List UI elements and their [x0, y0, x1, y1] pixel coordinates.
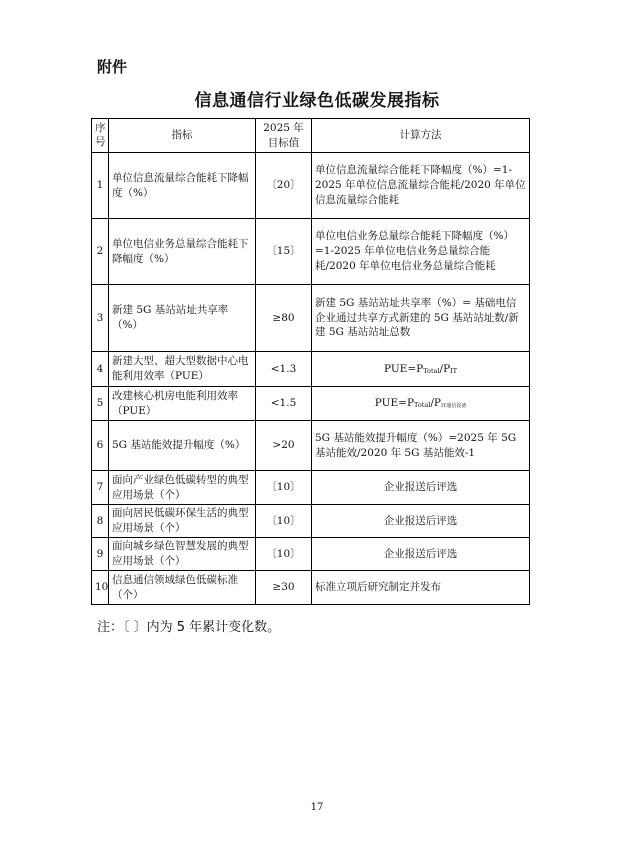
table-row [92, 352, 530, 387]
pue-base: PUE=P [383, 362, 424, 375]
row-target: 〔10〕 [256, 505, 312, 538]
row-no: 2 [92, 219, 109, 285]
pue-sub-it-equipment: IT通信设备 [440, 403, 467, 410]
attachment-label: 附件 [97, 58, 128, 76]
table-row [92, 471, 530, 505]
row-no: 8 [92, 505, 109, 538]
row-no: 9 [92, 538, 109, 571]
row-method: 企业报送后评选 [312, 538, 530, 571]
table-row [92, 219, 530, 285]
row-indicator: 单位电信业务总量综合能耗下降幅度（%） [109, 219, 256, 285]
row-method: 新建 5G 基站站址共享率（%）= 基础电信企业通过共享方式新建的 5G 基站站址数/新建 5G 基站站址总数 [312, 285, 530, 352]
header-method: 计算方法 [312, 119, 530, 153]
table-row [92, 285, 530, 352]
row-target: 〔10〕 [256, 538, 312, 571]
row-target: <1.5 [256, 387, 312, 421]
row-indicator: 信息通信领域绿色低碳标准（个） [109, 571, 256, 605]
row-method: 5G 基站能效提升幅度（%）=2025 年 5G 基站能效/2020 年 5G 基站能效-1 [312, 421, 530, 471]
row-indicator: 新建大型、超大型数据中心电能利用效率（PUE） [109, 352, 256, 387]
table-row [92, 538, 530, 571]
pue-sub-total: Total [423, 366, 440, 375]
row-no: 10 [92, 571, 109, 605]
row-target: >20 [256, 421, 312, 471]
pue-sub-it: IT [450, 366, 458, 375]
row-no: 7 [92, 471, 109, 505]
table-row [92, 153, 530, 219]
row-no: 4 [92, 352, 109, 387]
row-no: 3 [92, 285, 109, 352]
table-row [92, 387, 530, 421]
row-method: 标准立项后研究制定并发布 [312, 571, 530, 605]
pue-sub-total: Total [414, 401, 431, 410]
row-indicator: 5G 基站能效提升幅度（%） [109, 421, 256, 471]
header-target [256, 119, 312, 153]
row-no: 6 [92, 421, 109, 471]
header-indicator: 指标 [109, 119, 256, 153]
row-no: 5 [92, 387, 109, 421]
table-row [92, 571, 530, 605]
table-row [92, 505, 530, 538]
pue-base: PUE=P [374, 397, 415, 410]
table-row [92, 421, 530, 471]
row-target: ≥80 [256, 285, 312, 352]
row-method: 企业报送后评选 [312, 505, 530, 538]
row-indicator: 改建核心机房电能利用效率（PUE） [109, 387, 256, 421]
pue-mid: /P [430, 397, 441, 410]
pue-mid: /P [439, 362, 451, 375]
row-indicator: 单位信息流量综合能耗下降幅度（%） [109, 153, 256, 219]
page-number: 17 [310, 802, 324, 813]
row-indicator: 新建 5G 基站站址共享率（%） [109, 285, 256, 352]
table-footnote: 注：〔 〕内为 5 年累计变化数。 [97, 620, 281, 635]
row-target: 〔20〕 [256, 153, 312, 219]
row-method-pue [312, 352, 530, 387]
row-method: 单位电信业务总量综合能耗下降幅度（%）=1-2025 年单位电信业务总量综合能耗/2020 年单位电信业务总量综合能耗 [312, 219, 530, 285]
header-no: 序号 [92, 119, 109, 153]
header-target-line1: 2025 年 [263, 121, 304, 134]
row-indicator: 面向产业绿色低碳转型的典型应用场景（个） [109, 471, 256, 505]
row-indicator: 面向城乡绿色智慧发展的典型应用场景（个） [109, 538, 256, 571]
row-method: 企业报送后评选 [312, 471, 530, 505]
row-no: 1 [92, 153, 109, 219]
indicators-table [91, 118, 530, 605]
document-title: 信息通信行业绿色低碳发展指标 [194, 91, 440, 111]
row-target: 〔15〕 [256, 219, 312, 285]
row-indicator: 面向居民低碳环保生活的典型应用场景（个） [109, 505, 256, 538]
row-method: 单位信息流量综合能耗下降幅度（%）=1-2025 年单位信息流量综合能耗/2020 年单位信息流量综合能耗 [312, 153, 530, 219]
table-header-row [92, 119, 530, 153]
row-target: <1.3 [256, 352, 312, 387]
row-target: ≥30 [256, 571, 312, 605]
header-target-line2: 目标值 [267, 136, 300, 149]
row-target: 〔10〕 [256, 471, 312, 505]
row-method-pue [312, 387, 530, 421]
